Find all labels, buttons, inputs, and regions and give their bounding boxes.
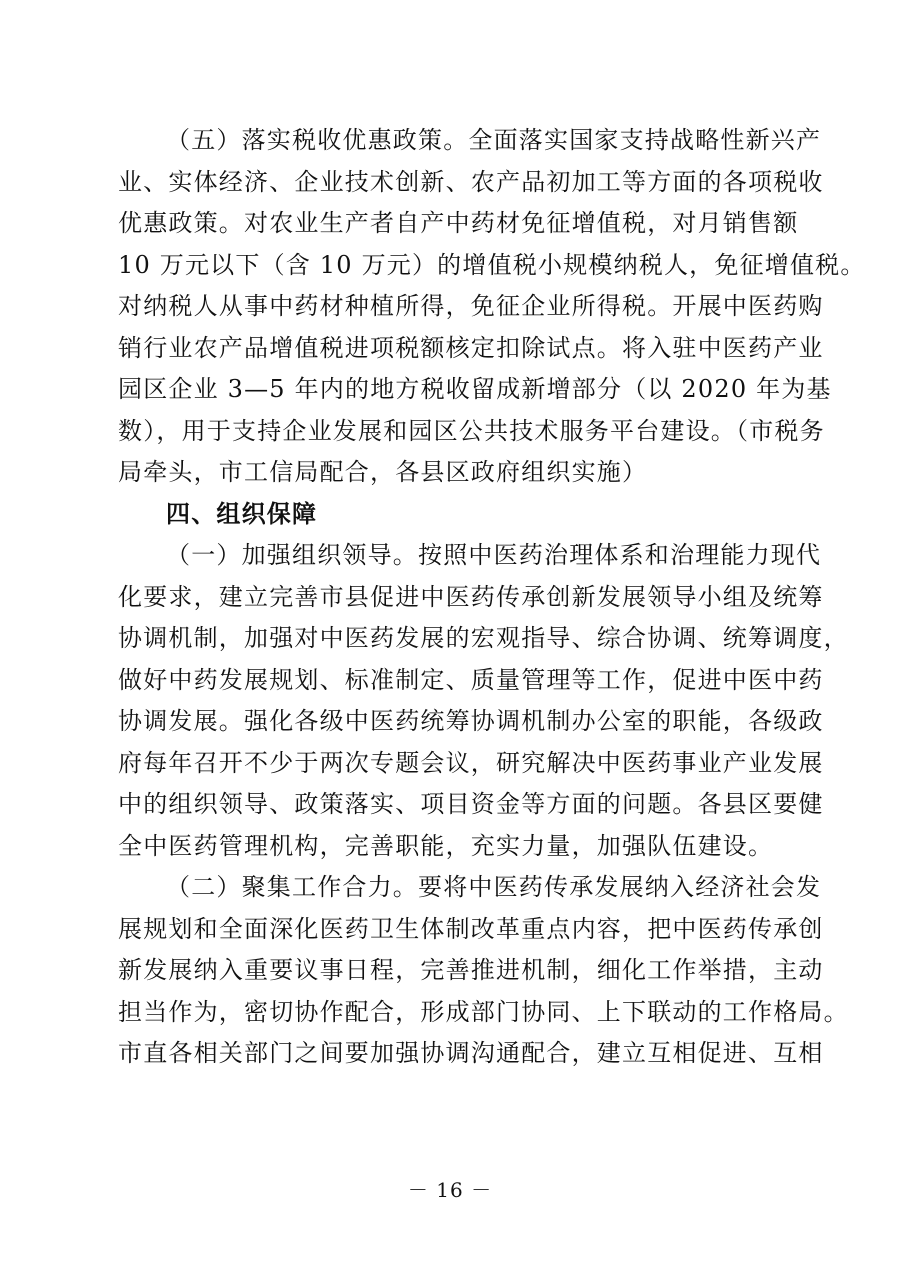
paragraph-1-line-6: 府每年召开不少于两次专题会议，研究解决中医药事业产业发展: [118, 748, 824, 777]
paragraph-5-line-1: （五）落实税收优惠政策。全面落实国家支持战略性新兴产: [166, 126, 822, 154]
paragraph-5-line-3: 优惠政策。对农业生产者自产中药材免征增值税，对月销售额: [118, 209, 799, 237]
paragraph-2-line-3: 新发展纳入重要议事日程，完善推进机制，细化工作举措，主动: [118, 956, 824, 984]
paragraph-1-line-5: 协调发展。强化各级中医药统筹协调机制办公室的职能，各级政: [118, 707, 824, 735]
paragraph-2-line-1: （二）聚集工作合力。要将中医药传承发展纳入经济社会发: [166, 873, 822, 901]
section-heading: 四、组织保障: [166, 499, 318, 528]
paragraph-2-line-4: 担当作为，密切协作配合，形成部门协同、上下联动的工作格局。: [118, 997, 849, 1026]
paragraph-1-line-2: 化要求，建立完善市县促进中医药传承创新发展领导小组及统筹: [118, 582, 824, 611]
paragraph-5-line-2: 业、实体经济、企业技术创新、农产品初加工等方面的各项税收: [118, 167, 824, 196]
paragraph-2-line-2: 展规划和全面深化医药卫生体制改革重点内容，把中医药传承创: [118, 914, 824, 943]
paragraph-5-line-7: 园区企业 3—5 年内的地方税收留成新增部分（以 2020 年为基: [118, 375, 832, 403]
paragraph-5-line-5: 对纳税人从事中药材种植所得，免征企业所得税。开展中医药购: [118, 292, 824, 320]
paragraph-5-line-8: 数），用于支持企业发展和园区公共技术服务平台建设。（市税务: [118, 416, 825, 445]
page-number: － 16 －: [407, 1178, 493, 1202]
paragraph-5-line-4: 10 万元以下（含 10 万元）的增值税小规模纳税人，免征增值税。: [118, 250, 866, 279]
paragraph-1-line-4: 做好中药发展规划、标准制定、质量管理等工作，促进中医中药: [118, 665, 824, 694]
paragraph-1-line-7: 中的组织领导、政策落实、项目资金等方面的问题。各县区要健: [118, 790, 824, 818]
paragraph-1-line-8: 全中医药管理机构，完善职能，充实力量，加强队伍建设。: [118, 831, 774, 860]
paragraph-5-line-9: 局牵头，市工信局配合，各县区政府组织实施）: [118, 458, 648, 486]
paragraph-1-line-1: （一）加强组织领导。按照中医药治理体系和治理能力现代: [166, 541, 822, 569]
body-text: [118, 120, 866, 1075]
paragraph-5-line-6: 销行业农产品增值税进项税额核定扣除试点。将入驻中医药产业: [118, 333, 824, 362]
paragraph-2-line-5: 市直各相关部门之间要加强协调沟通配合，建立互相促进、互相: [118, 1039, 824, 1067]
paragraph-1-line-3: 协调机制，加强对中医药发展的宏观指导、综合协调、统筹调度，: [118, 624, 849, 652]
